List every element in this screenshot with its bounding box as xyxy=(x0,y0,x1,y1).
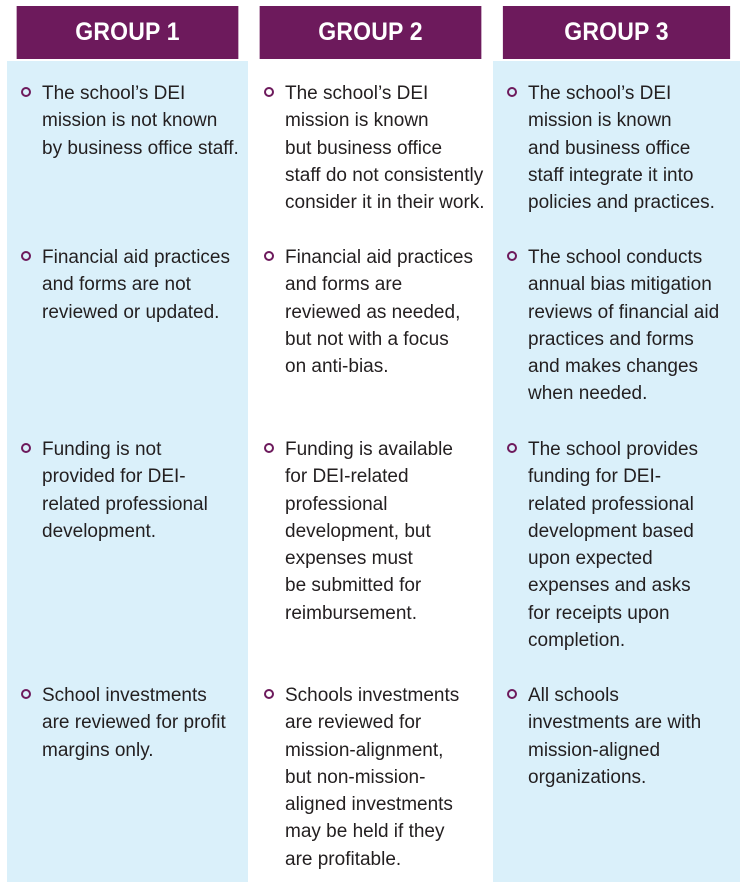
item-text: The school conducts annual bias mitigation reviews of financial aid practices and forms and makes changes when needed. xyxy=(528,247,720,405)
item-text: Financial aid practices and forms are reviewed as needed, but not with a focus on anti-bias. xyxy=(285,247,473,378)
hollow-circle-bullet-icon xyxy=(264,87,274,97)
group-3-column xyxy=(493,6,740,882)
group-1-item-investments xyxy=(19,682,242,764)
hollow-circle-bullet-icon xyxy=(21,689,31,699)
item-text: Funding is not provided for DEI- related professional development. xyxy=(42,439,208,542)
group-1-column xyxy=(7,6,248,882)
group-1-item-financial-aid xyxy=(19,244,242,326)
item-text: Funding is available for DEI-related professional development, but expenses must be submitted for reimbursement. xyxy=(285,439,453,624)
group-3-body xyxy=(493,61,740,882)
hollow-circle-bullet-icon xyxy=(507,689,517,699)
hollow-circle-bullet-icon xyxy=(507,87,517,97)
item-text: The school’s DEI mission is known and business office staff integrate it into policies and practices. xyxy=(528,83,715,214)
group-3-header: GROUP 3 xyxy=(503,6,730,59)
group-2-column xyxy=(250,6,491,882)
group-1-header: GROUP 1 xyxy=(17,6,239,59)
hollow-circle-bullet-icon xyxy=(264,689,274,699)
group-1-item-mission xyxy=(19,80,242,162)
item-text: Financial aid practices and forms are not reviewed or updated. xyxy=(42,247,230,323)
group-3-item-financial-aid xyxy=(505,244,734,408)
hollow-circle-bullet-icon xyxy=(21,87,31,97)
hollow-circle-bullet-icon xyxy=(21,443,31,453)
item-text: The school’s DEI mission is not known by business office staff. xyxy=(42,83,239,159)
group-2-item-financial-aid xyxy=(262,244,485,380)
hollow-circle-bullet-icon xyxy=(264,251,274,261)
hollow-circle-bullet-icon xyxy=(507,443,517,453)
group-3-item-investments xyxy=(505,682,734,791)
group-1-item-funding xyxy=(19,436,242,545)
hollow-circle-bullet-icon xyxy=(21,251,31,261)
group-2-item-mission xyxy=(262,80,485,216)
group-3-item-funding xyxy=(505,436,734,654)
item-text: The school’s DEI mission is known but business office staff do not consistently consider it in their work. xyxy=(285,83,485,214)
hollow-circle-bullet-icon xyxy=(507,251,517,261)
hollow-circle-bullet-icon xyxy=(264,443,274,453)
item-text: All schools investments are with mission-aligned organizations. xyxy=(528,685,702,788)
group-2-item-investments xyxy=(262,682,485,873)
item-text: School investments are reviewed for profit margins only. xyxy=(42,685,226,761)
group-2-item-funding xyxy=(262,436,485,627)
group-3-item-mission xyxy=(505,80,734,216)
group-1-body xyxy=(7,61,248,882)
item-text: The school provides funding for DEI- related professional development based upon expected expenses and asks for receipts upon completion. xyxy=(528,439,699,652)
item-text: Schools investments are reviewed for mission-alignment, but non-mission- aligned investments may be held if they are profitable. xyxy=(285,685,460,870)
group-2-body xyxy=(250,61,491,882)
group-2-header: GROUP 2 xyxy=(260,6,482,59)
comparison-table xyxy=(7,6,739,882)
